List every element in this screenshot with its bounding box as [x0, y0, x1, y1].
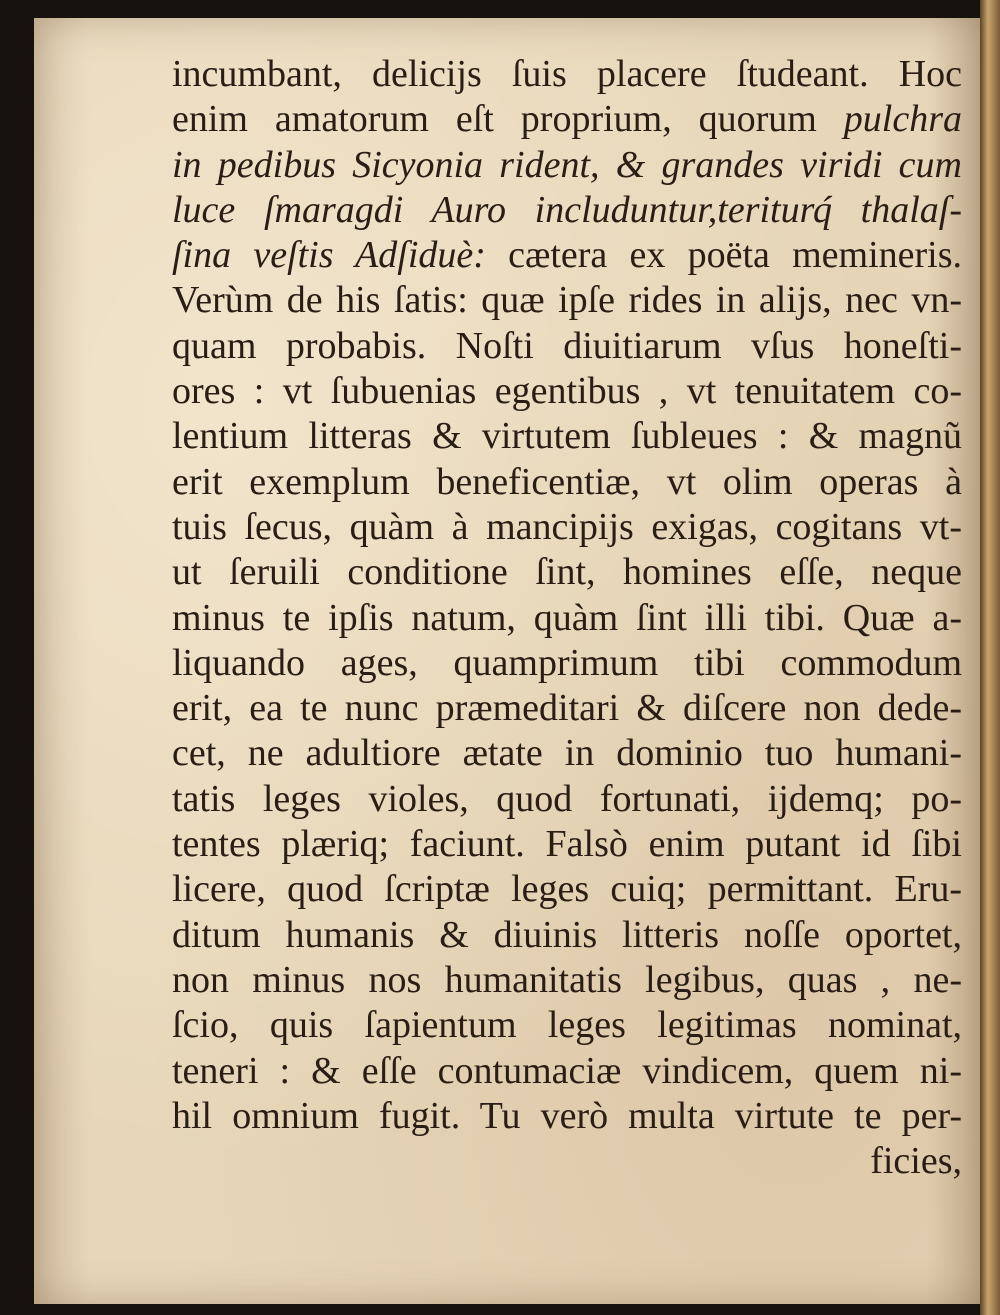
text-segment: quam probabis. Noſti diuitiarum vſus honeſti-: [172, 324, 962, 367]
text-line-19: [172, 867, 962, 912]
catchword-text: ficies,: [870, 1140, 962, 1183]
text-line-17: [172, 777, 962, 822]
book-edge: [980, 0, 1000, 1315]
text-line-12: [172, 550, 962, 595]
text-segment: ditum humanis & diuinis litteris noſſe oportet,: [172, 913, 962, 956]
text-segment: tuis ſecus, quàm à mancipijs exigas, cogitans vt-: [172, 505, 962, 548]
text-line-9: [172, 414, 962, 459]
italic-segment: ſina veſtis Adſiduè:: [172, 234, 486, 277]
text-segment: licere, quod ſcriptæ leges cuiq; permittant. Eru-: [172, 868, 962, 911]
text-line-13: [172, 596, 962, 641]
text-line-14: [172, 641, 962, 686]
body-text: [172, 52, 972, 1184]
text-line-21: [172, 958, 962, 1003]
text-segment: ut ſeruili conditione ſint, homines eſſe, neque: [172, 551, 962, 594]
text-segment: erit exemplum beneficentiæ, vt olim operas à: [172, 460, 962, 503]
catchword: [172, 1139, 962, 1184]
text-line-5: [172, 233, 962, 278]
text-line-22: [172, 1003, 962, 1048]
text-segment: tatis leges violes, quod fortunati, ijdemq; po-: [172, 777, 962, 820]
text-line-10: [172, 460, 962, 505]
italic-segment: luce ſmaragdi Auro includuntur,teriturq́ thalaſ-: [172, 188, 962, 231]
text-segment: cætera ex poëta memineris.: [485, 234, 962, 277]
text-line-2: [172, 97, 962, 142]
text-segment: ores : vt ſubuenias egentibus , vt tenuitatem co-: [172, 370, 962, 413]
text-segment: tentes plæriq; faciunt. Falsò enim putant id ſibi: [172, 823, 962, 866]
text-line-3: [172, 143, 962, 188]
text-line-4: [172, 188, 962, 233]
text-segment: erit, ea te nunc præmeditari & diſcere non dede-: [172, 687, 962, 730]
text-line-8: [172, 369, 962, 414]
italic-segment: pulchra: [843, 98, 962, 141]
text-segment: non minus nos humanitatis legibus, quas , ne-: [172, 958, 962, 1001]
text-line-24: [172, 1094, 962, 1139]
text-segment: lentium litteras & virtutem ſubleues : & magnũ: [172, 415, 962, 458]
text-line-6: [172, 278, 962, 323]
text-line-7: [172, 324, 962, 369]
text-segment: Verùm de his ſatis: quæ ipſe rides in alijs, nec vn-: [172, 279, 962, 322]
text-segment: incumbant, delicijs ſuis placere ſtudeant. Hoc: [172, 53, 962, 95]
text-line-23: [172, 1049, 962, 1094]
text-segment: teneri : & eſſe contumaciæ vindicem, quem ni-: [172, 1049, 962, 1092]
text-segment: minus te ipſis natum, quàm ſint illi tibi. Quæ a-: [172, 596, 962, 639]
text-segment: ſcio, quis ſapientum leges legitimas nominat,: [172, 1004, 962, 1047]
text-segment: enim amatorum eſt proprium, quorum: [172, 98, 844, 141]
text-line-20: [172, 913, 962, 958]
text-segment: liquando ages, quamprimum tibi commodum: [172, 641, 962, 684]
italic-segment: in pedibus Sicyonia rident, & grandes viridi cum: [172, 143, 962, 186]
text-line-1: [172, 52, 962, 97]
text-segment: cet, ne adultiore ætate in dominio tuo humani-: [172, 732, 962, 775]
text-line-18: [172, 822, 962, 867]
text-line-16: [172, 731, 962, 776]
text-line-11: [172, 505, 962, 550]
text-segment: hil omnium fugit. Tu verò multa virtute te per-: [172, 1094, 962, 1137]
text-line-15: [172, 686, 962, 731]
